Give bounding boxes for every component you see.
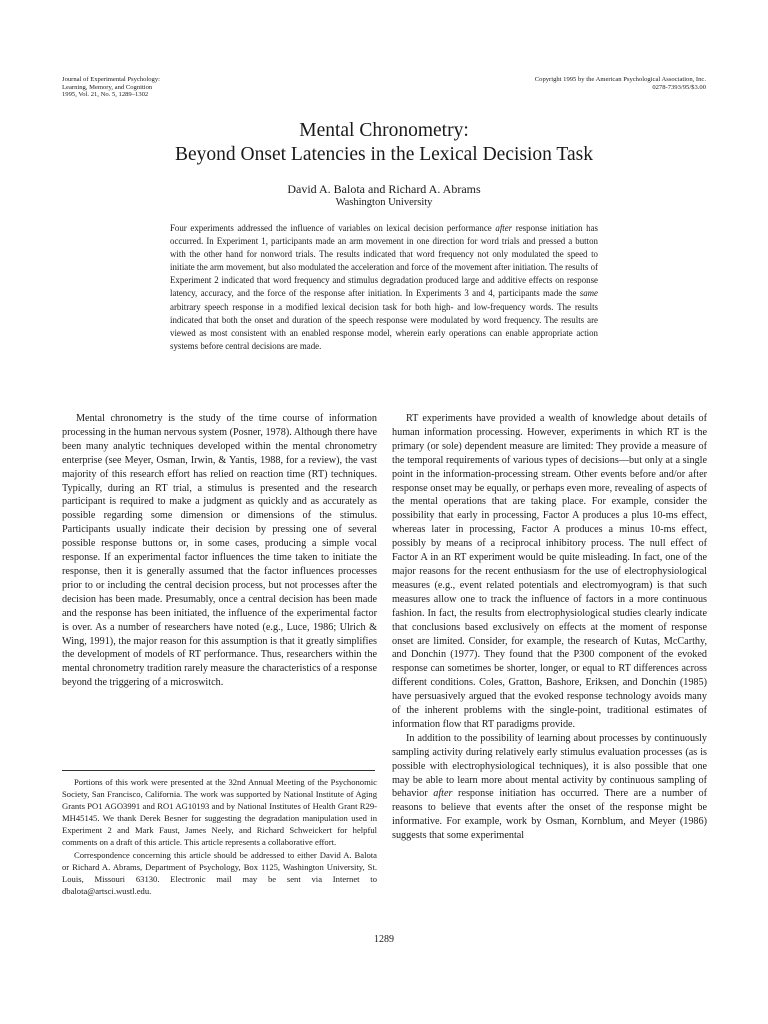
journal-citation [62, 76, 160, 99]
page-number: 1289 [374, 934, 394, 945]
title-line-2: Beyond Onset Latencies in the Lexical Decision Task [175, 144, 593, 165]
body-column-right [392, 412, 707, 843]
issn-line: 0278-7393/95/$3.00 [652, 83, 706, 91]
journal-volume: 1995, Vol. 21, No. 5, 1289–1302 [62, 91, 149, 99]
abstract-text-3: arbitrary speech response in a modified lexical decision task for both high- and low-frequency words. The results indicated that both the onset and duration of the speech response were modulated by word frequency. The results are viewed as most consistent with an enabled response model, wherein early operations can enable appropriate action systems before central decisions are made. [170, 301, 598, 351]
footnotes [62, 776, 377, 897]
footnote-divider [62, 770, 375, 771]
body-paragraph: RT experiments have provided a wealth of knowledge about details of human information processing. However, experiments in which RT is the primary (or sole) dependent measure are limited: They provide a measure of the temporal requirements of various types of decisions—but only at a single point in the information-processing stream. Other events before and/or after response onset may be equally, or perhaps even more, revealing of aspects of the mental operations that are taking place. For example, consider the possibility that early in processing, Factor A produces a plus 10-ms effect, whereas later in processing, Factor A produces a minus 10-ms effect, possibly by means of a reciprocal inhibitory process. The null effect of Factor A in an RT experiment would be quite misleading. In fact, one of the major reasons for the recent enthusiasm for the use of electrophysiological measures (e.g., event related potentials and electromyogram) is that such measures allow one to track the influence of factors in a more continuous fashion. In fact, the results from electrophysiological studies clearly indicate that conclusions based exclusively on effects at the moment of response onset are limited. Consider, for example, the research of Kutas, McCarthy, and Donchin (1977). They found that the P300 component of the evoked response can sometimes be shorter, longer, or equal to RT differences across different conditions. Coles, Gratton, Bashore, Eriksen, and Donchin (1985) have persuasively argued that the evoked response technology avoids many of the inherent problems with the single-point, traditional estimates of information flow that RT paradigms provide. [392, 413, 707, 730]
copyright-line: Copyright 1995 by the American Psychological Association, Inc. [534, 76, 706, 83]
body-emphasis-after: after [433, 788, 453, 800]
abstract-text-1: Four experiments addressed the influence of variables on lexical decision performance [170, 223, 496, 233]
abstract [170, 222, 598, 353]
body-column-left [62, 412, 377, 690]
journal-name: Journal of Experimental Psychology: [62, 76, 160, 83]
abstract-text-2: response initiation has occurred. In Experiment 1, participants made an arm movement in one direction for word trials and pressed a button with the other hand for nonword trials. The results indicated that word frequency not only modulated the speed to initiate the arm movement, but also modulated the acceleration and force of the movement after initiation. The results of Experiment 2 indicated that word frequency and stimulus degradation produced large and additive effects on response latency, accuracy, and the force of the response after initiation. In Experiments 3 and 4, participants made the [170, 223, 598, 299]
title-line-1: Mental Chronometry: [299, 120, 469, 141]
abstract-emphasis-after: after [495, 223, 513, 233]
abstract-emphasis-same: same [579, 288, 598, 299]
journal-subtitle: Learning, Memory, and Cognition [62, 83, 153, 91]
body-text: In addition to the possibility of learning about processes by continuously sampling activity during relatively early stimulus evaluation processes (as is possible with electrophysiological techniques), it is also possible that one may be able to learn more about mental activity by continuous sampling of behavior [392, 732, 707, 800]
affiliation: Washington University [335, 197, 433, 208]
body-paragraph: Mental chronometry is the study of the time course of information processing in the human nervous system (Posner, 1978). Although there have been many analytic techniques developed within the mental chronometry enterprise (see Meyer, Osman, Irwin, & Yantis, 1988, for a review), the vast majority of this research effort has relied on reaction time (RT) techniques. Typically, during an RT trial, a stimulus is presented and the research participant is required to make a judgment as quickly and as accurately as possible regarding some dimension or dimensions of the stimulus. Participants usually indicate their decision by pressing one of several possible response buttons or, in some cases, producing a simple vocal response. If an experimental factor influences the time taken to initiate the response, then it is generally assumed that the factor influences processes prior to or including the central decision process, but not processes after the decision has been made. Presumably, once a central decision has been made and the response has been initiated, the influence of the experimental factor is over. As a number of researchers have noted (e.g., Luce, 1986; Ulrich & Wing, 1991), the major reason for this assumption is that it greatly simplifies the development of models of RT performance. Thus, researchers within the mental chronometry tradition rarely measure the characteristics of a response beyond the triggering of a microswitch. [62, 413, 377, 689]
footnote-acknowledgments: Portions of this work were presented at the 32nd Annual Meeting of the Psychonomic Society, San Francisco, California. The work was supported by National Institute of Aging Grants PO1 AGO3991 and RO1 AG10193 and by National Institutes of Health Grant R29-MH45145. We thank Derek Besner for suggesting the degradation manipulation used in Experiment 2 and Mark Faust, James Neely, and Richard Schweickert for helpful comments on a draft of this article. This article represents a collaborative effort. [62, 777, 377, 848]
copyright-notice [535, 76, 706, 91]
body-text: response initiation has occurred. There are a number of reasons to believe that events after the onset of the response might be informative. For example, work by Osman, Kornblum, and Meyer (1986) suggests that some experimental [392, 788, 707, 842]
article-title [0, 119, 768, 167]
authors: David A. Balota and Richard A. Abrams [287, 182, 481, 196]
body-paragraph [392, 732, 707, 843]
footnote-correspondence: Correspondence concerning this article should be addressed to either David A. Balota or Richard A. Abrams, Department of Psychology, Box 1125, Washington University, St. Louis, Missouri 63130. Electronic mail may be sent via Internet to dbalota@artsci.wustl.edu. [62, 849, 377, 896]
